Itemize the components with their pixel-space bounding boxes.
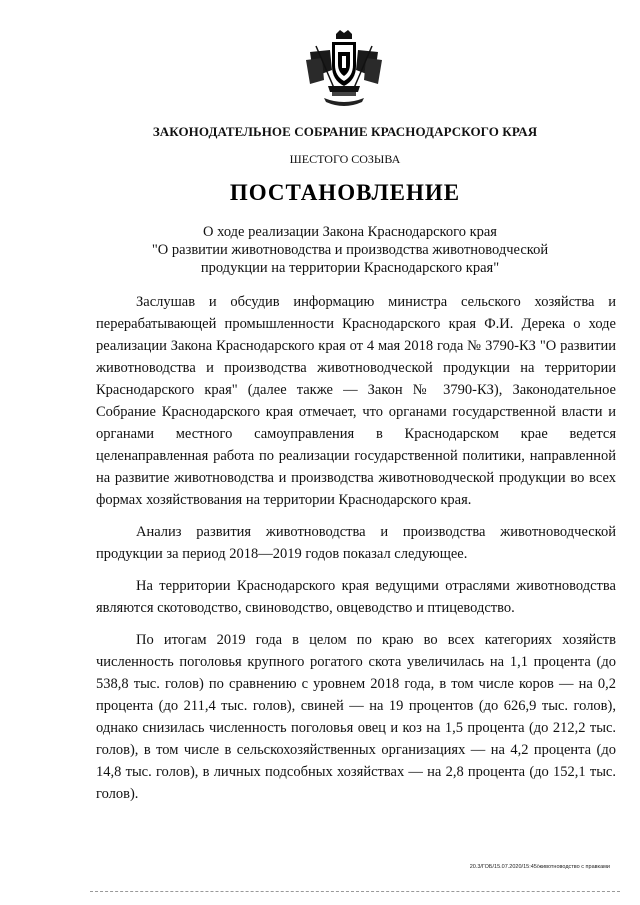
krasnodar-coat-of-arms-icon [302,30,386,110]
convocation-label: ШЕСТОГО СОЗЫВА [289,152,401,166]
document-code: 20.3/ГОБ/15.07.2020/15:45/животноводство с правками [469,864,610,870]
document-type-title: ПОСТАНОВЛЕНИЕ [229,180,461,205]
subject-line: продукции на территории Краснодарского края" [200,260,500,276]
document-body [96,291,616,805]
body-paragraph: По итогам 2019 года в целом по краю во всех категориях хозяйств численность поголовья крупного рогатого скота увеличилась на 1,1 процента (до 538,8 тыс. голов) по сравнению с уровнем 2018 года, в том числе коров — на 0,2 процента (до 211,4 тыс. голов), свиней — на 19 процентов (до 626,9 тыс. голов), однако снизилась численность поголовья овец и коз на 1,5 процента (до 212,2 тыс. голов), в том числе в сельскохозяйственных организациях — на 4,2 процента (до 14,8 тыс. голов), в личных подсобных хозяйствах — на 2,8 процента (до 152,1 тыс. голов). [96,632,616,802]
page-bottom-divider [90,891,620,892]
subject-line: О ходе реализации Закона Краснодарского края [203,224,497,240]
organization-name: ЗАКОНОДАТЕЛЬНОЕ СОБРАНИЕ КРАСНОДАРСКОГО КРАЯ [152,124,538,139]
body-paragraph: Заслушав и обсудив информацию министра сельского хозяйства и перерабатывающей промышленности Краснодарского края Ф.И. Дерека о ходе реализации Закона Краснодарского края от 4 мая 2018 года № 3790-КЗ "О развитии животноводства и производства животноводческой продукции на территории Краснодарского края" (далее также — Закон № 3790-КЗ), Законодательное Собрание Краснодарского края отмечает, что органами государственной власти и органами местного самоуправления в Краснодарском крае ведется целенаправленная работа по реализации государственной политики, направленной на развитие животноводства и производства животноводческой продукции во всех формах хозяйствования на территории Краснодарского края. [96,294,616,508]
body-paragraph: На территории Краснодарского края ведущими отраслями животноводства являются скотоводство, свиноводство, овцеводство и птицеводство. [96,578,616,616]
subject-line: "О развитии животноводства и производства животноводческой [151,242,549,258]
body-paragraph: Анализ развития животноводства и производства животноводческой продукции за период 2018—2019 годов показал следующее. [96,524,616,562]
document-subject [0,223,640,277]
